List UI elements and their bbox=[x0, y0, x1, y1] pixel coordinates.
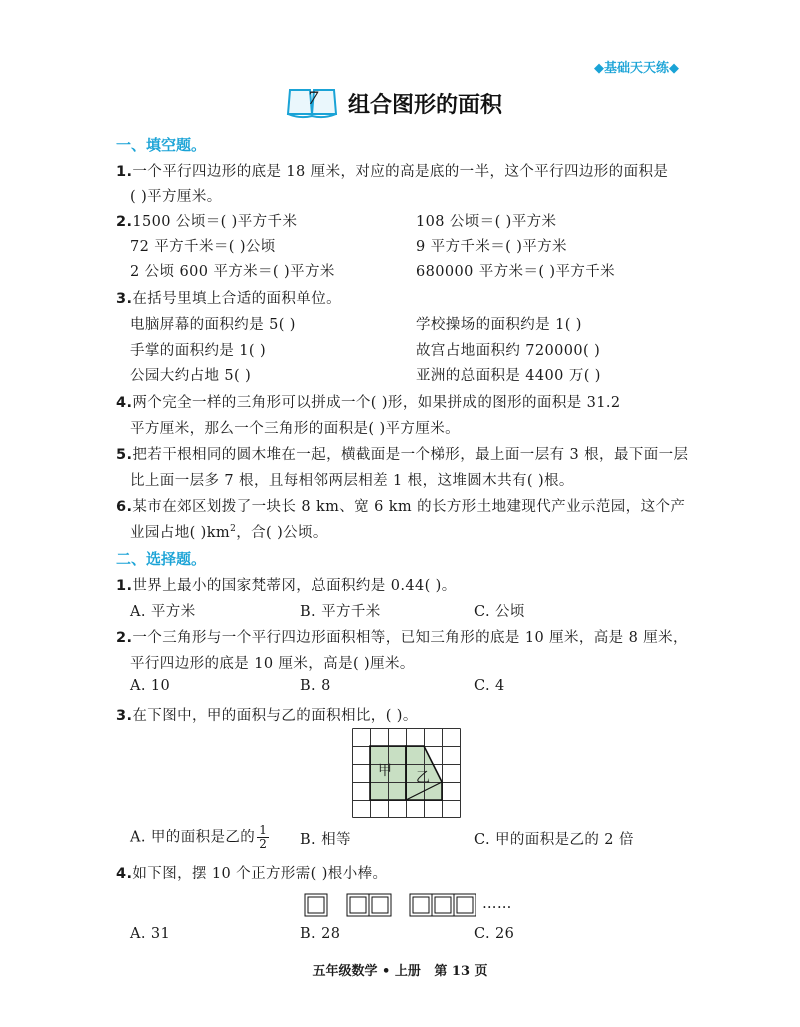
question-5: 5.把若干根相同的圆木堆在一起，横截面是一个梯形，最上面一层有 3 根，最下面一层 bbox=[116, 447, 689, 463]
question-3-item: 手掌的面积约是 1( ) bbox=[130, 343, 267, 359]
option-c: C. 4 bbox=[474, 678, 505, 694]
option-b: B. 8 bbox=[300, 678, 331, 694]
option-b: B. 平方千米 bbox=[300, 604, 381, 620]
question-4: 4.两个完全一样的三角形可以拼成一个( )形，如果拼成的图形的面积是 31.2 bbox=[116, 395, 621, 411]
grid-figure bbox=[352, 728, 466, 822]
question-6-line2: 业园占地( )$km^2$，合( )公顷。 bbox=[130, 524, 328, 541]
question-2-item: 108 公顷＝( )平方米 bbox=[416, 214, 557, 230]
question-2-item: 72 平方千米＝( )公顷 bbox=[130, 239, 276, 255]
choice-question-4: 4.如下图，摆 10 个正方形需( )根小棒。 bbox=[116, 866, 388, 882]
section-heading-fill: 一、填空题。 bbox=[116, 136, 207, 154]
question-3-item: 亚洲的总面积是 4400 万( ) bbox=[416, 368, 601, 384]
choice-question-2: 2.一个三角形与一个平行四边形面积相等，已知三角形的底是 10 厘米，高是 8 厘米， bbox=[116, 630, 688, 646]
label-yi: 乙 bbox=[416, 770, 430, 786]
option-c: C. 公顷 bbox=[474, 604, 525, 620]
question-2: 2.1500 公顷＝( )平方千米 bbox=[116, 214, 298, 230]
question-3-item: 学校操场的面积约是 1( ) bbox=[416, 317, 582, 333]
page-footer: 五年级数学 • 上册 第 13 页 bbox=[312, 964, 488, 979]
question-3: 3.在括号里填上合适的面积单位。 bbox=[116, 291, 342, 307]
matchstick-squares bbox=[304, 892, 476, 922]
question-2-item: 680000 平方米＝( )平方千米 bbox=[416, 264, 616, 280]
question-6: 6.某市在郊区划拨了一块长 8 km、宽 6 km 的长方形土地建现代产业示范园，这个产 bbox=[116, 499, 686, 515]
option-a: A. 10 bbox=[130, 678, 171, 694]
ellipsis: …… bbox=[482, 896, 512, 912]
series-tag: ◆基础天天练◆ bbox=[594, 61, 679, 76]
question-1-line2: ( )平方厘米。 bbox=[130, 189, 222, 205]
lesson-number: 7 bbox=[307, 89, 319, 109]
choice-question-1: 1.世界上最小的国家梵蒂冈，总面积约是 0.44( )。 bbox=[116, 578, 457, 594]
choice-question-3: 3.在下图中，甲的面积与乙的面积相比，( )。 bbox=[116, 708, 418, 724]
section-heading-choice: 二、选择题。 bbox=[116, 550, 207, 568]
fraction-one-half: $\frac{1}{2}$ bbox=[259, 823, 268, 851]
question-3-item: 公园大约占地 5( ) bbox=[130, 368, 252, 384]
page-title: 组合图形的面积 bbox=[348, 93, 503, 118]
question-4-line2: 平方厘米，那么一个三角形的面积是( )平方厘米。 bbox=[130, 421, 461, 437]
option-a: A. 31 bbox=[130, 926, 171, 942]
question-2-item: 9 平方千米＝( )平方米 bbox=[416, 239, 567, 255]
question-3-item: 故宫占地面积约 720000( ) bbox=[416, 343, 601, 359]
option-a: A. 甲的面积是乙的 $\frac{1}{2}$ bbox=[130, 823, 268, 851]
question-1: 1.一个平行四边形的底是 18 厘米，对应的高是底的一半，这个平行四边形的面积是 bbox=[116, 164, 669, 180]
option-a: A. 平方米 bbox=[130, 604, 196, 620]
question-5-line2: 比上面一层多 7 根，且每相邻两层相差 1 根，这堆圆木共有( )根。 bbox=[130, 473, 574, 489]
option-b: B. 相等 bbox=[300, 832, 351, 848]
question-2-item: 2 公顷 600 平方米＝( )平方米 bbox=[130, 264, 335, 280]
option-c: C. 甲的面积是乙的 2 倍 bbox=[474, 832, 634, 848]
option-b: B. 28 bbox=[300, 926, 341, 942]
option-c: C. 26 bbox=[474, 926, 515, 942]
choice-question-2-line2: 平行四边形的底是 10 厘米，高是( )厘米。 bbox=[130, 656, 415, 672]
question-3-item: 电脑屏幕的面积约是 5( ) bbox=[130, 317, 296, 333]
label-jia: 甲 bbox=[378, 763, 392, 779]
